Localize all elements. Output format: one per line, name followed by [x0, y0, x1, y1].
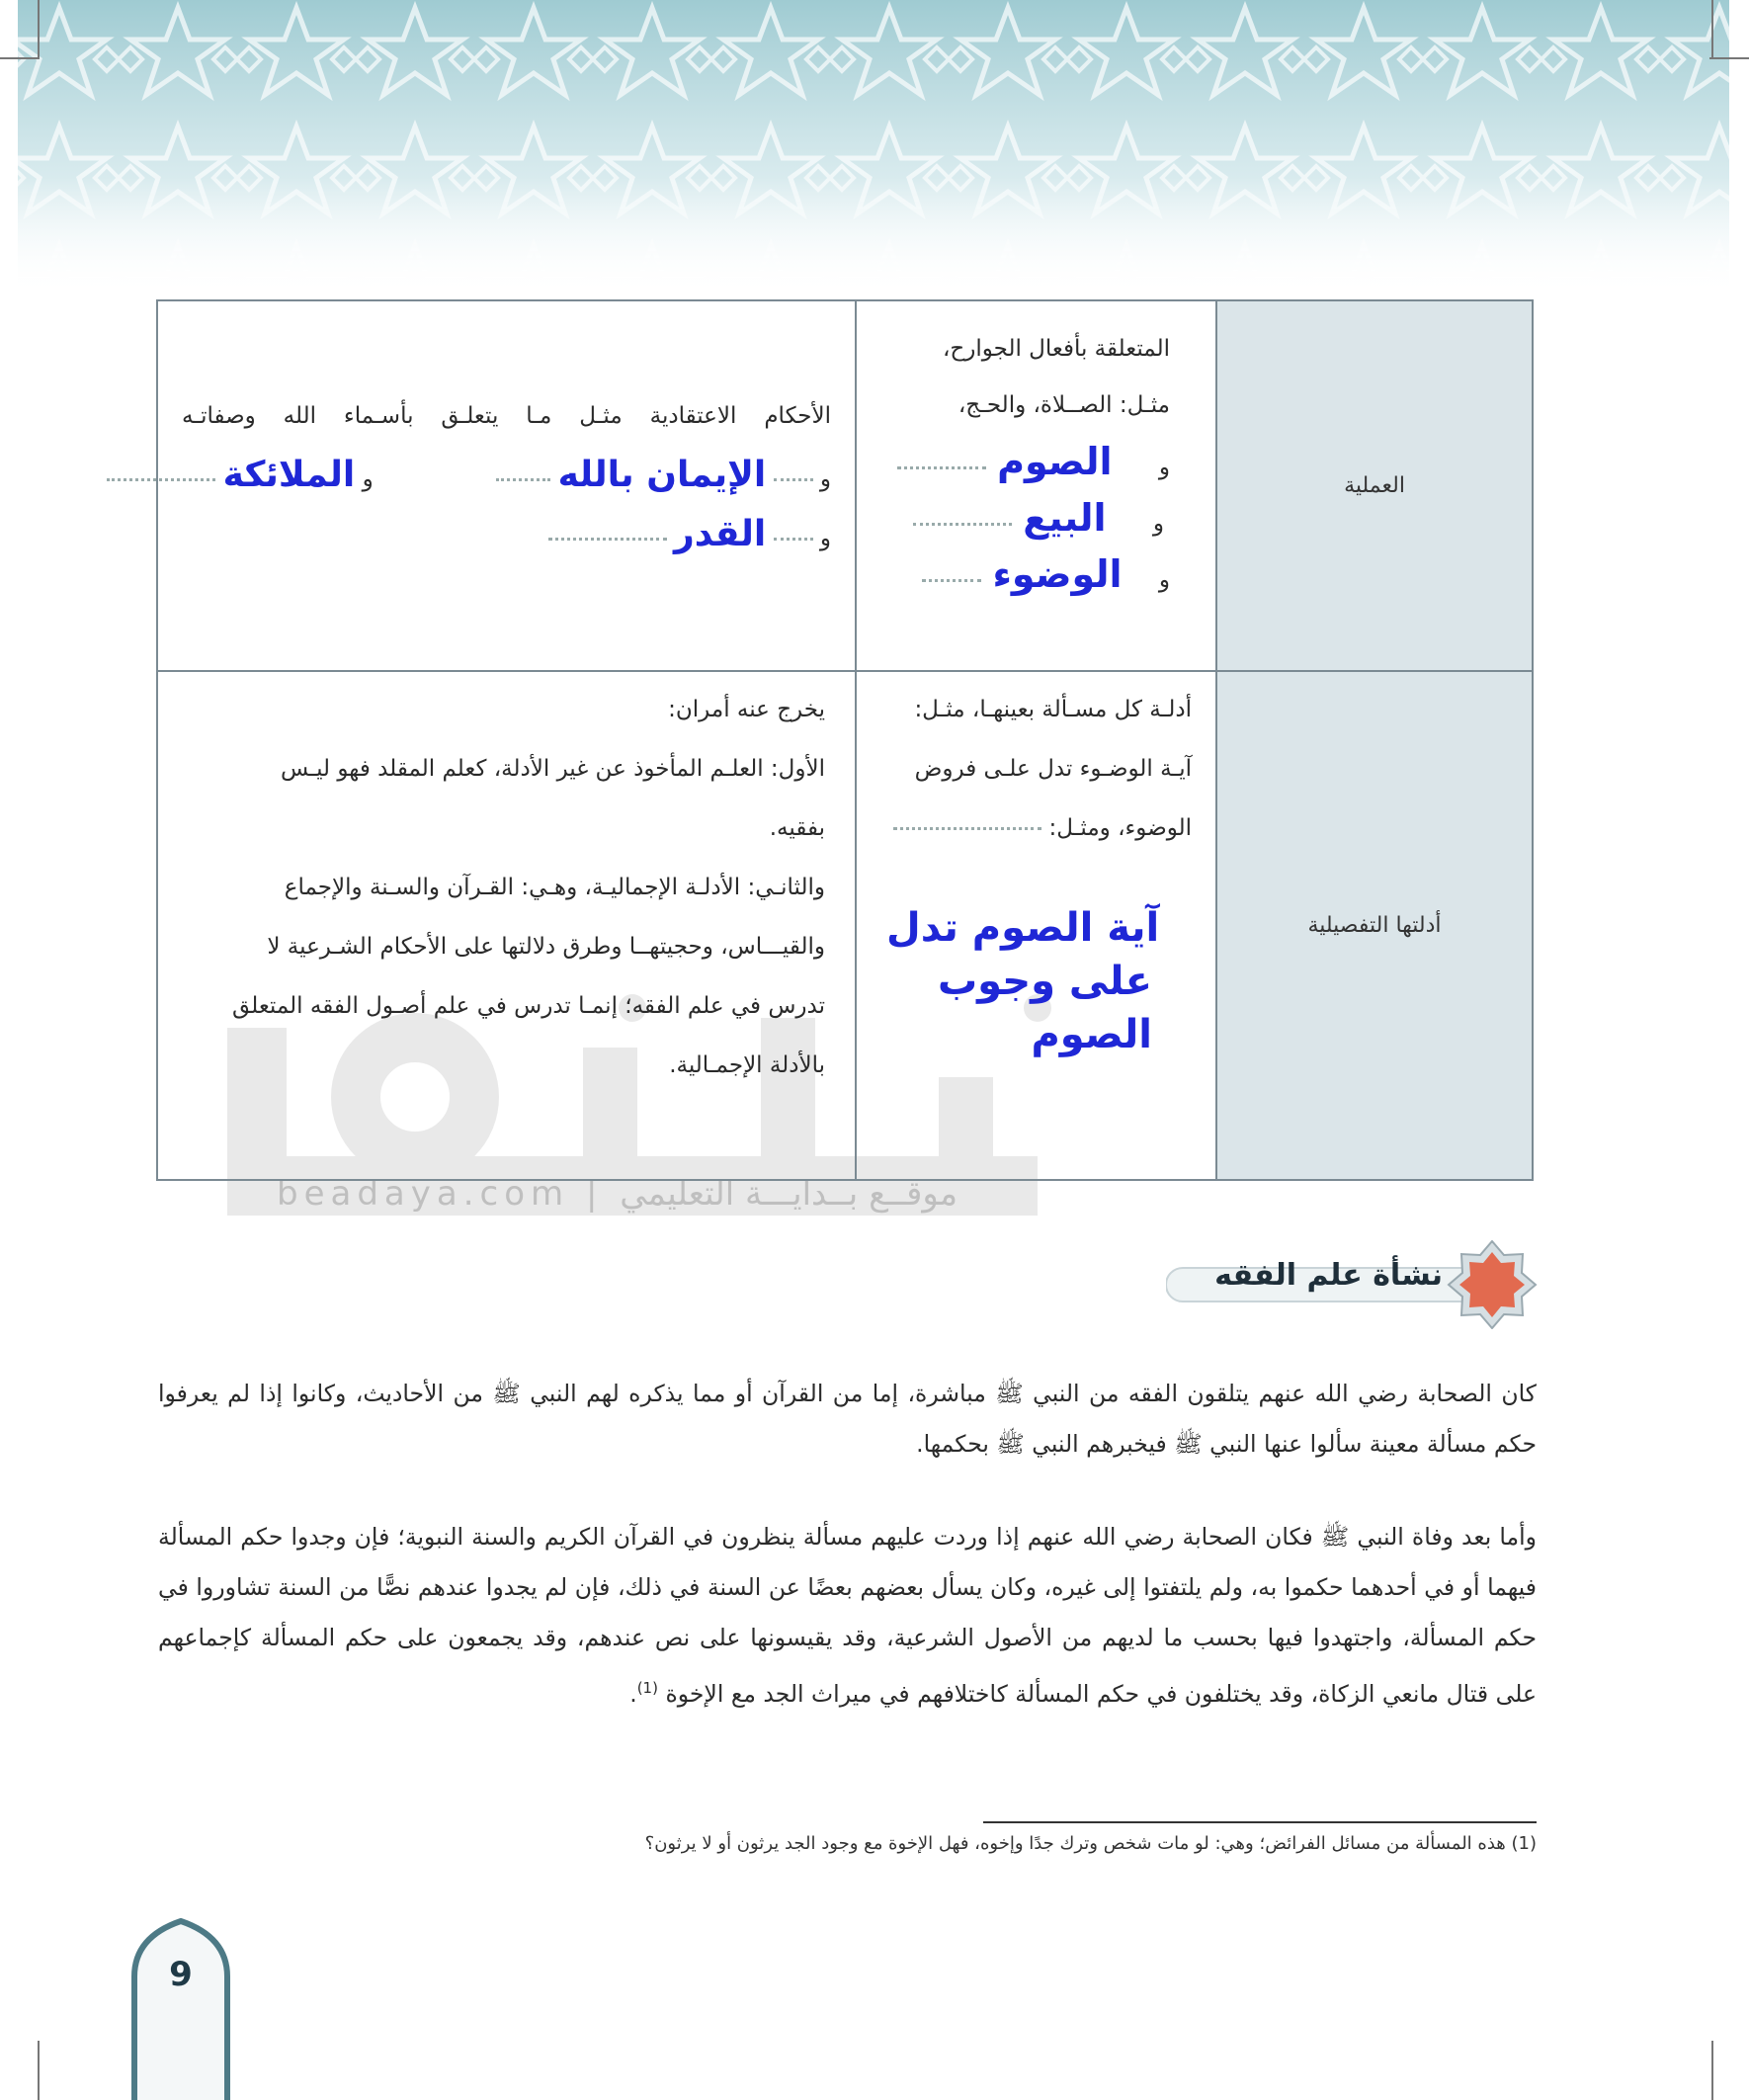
- cell-line: آيـة الوضـوء تدل علـى فروض: [914, 756, 1192, 782]
- answer-line: على وجوب: [937, 959, 1152, 1004]
- answer-sawm: الصوم: [997, 440, 1113, 483]
- crop-mark: [1711, 2041, 1713, 2100]
- cell-line: الوضوء، ومثـل:: [1048, 815, 1192, 841]
- crop-mark: [38, 2041, 40, 2100]
- row-label-cell: [1216, 671, 1533, 1180]
- cell-line: بفقيه.: [769, 815, 825, 841]
- header-pattern: [0, 0, 1749, 296]
- crop-mark: [38, 0, 40, 59]
- footnote-divider: [983, 1821, 1537, 1823]
- fiqh-table: [156, 299, 1534, 1181]
- left-cell: [157, 671, 856, 1180]
- cell-line: تدرس في علم الفقه؛ إنمـا تدرس في علم أصـول الفقه المتعلق: [232, 993, 825, 1019]
- cell-line: بالأدلة الإجمـالية.: [669, 1052, 825, 1078]
- answer-line: آية الصوم تدل: [886, 905, 1160, 951]
- middle-cell: المتعلقة بأفعال الجوارح، مثـل: الصــلاة، والحـج، و الصوم و البيع و الوضوء: [856, 300, 1216, 671]
- cell-line: يخرج عنه أمران:: [668, 697, 825, 722]
- cell-line: والقيـــاس، وحجيتهــا وطرق دلالتها على الأحكام الشـرعية لا: [267, 934, 825, 960]
- footnote-ref: (1): [636, 1679, 658, 1697]
- cell-line: المتعلقة بأفعال الجوارح،: [942, 336, 1170, 362]
- paragraph-2: وأما بعد وفاة النبي ﷺ فكان الصحابة رضي الله عنهم إذا وردت عليهم مسألة ينظرون في القرآن الكريم والسنة النبوية؛ فإن وجدوا حكم المسألة فيهما أو في أحدهما حكموا به، ولم يلتفتوا إلى غيره، وكان يسأل بعضهم بعضًا عن السنة في ذلك، فإن لم يجدوا عندهم نصًّا من السنة تشاوروا في حكم المسألة، واجتهدوا فيها بحسب ما لديهم من الأصول الشرعية، وقد يقيسونها على نص عندهم، وقد يجمعون على حكم المسألة كإجماعهم على قتال مانعي الزكاة، وقد يختلفون في حكم المسألة كاختلافهم في ميراث الجد مع الإخوة $^{(1)}$.: [158, 1523, 1537, 1708]
- footnote: (1) هذه المسألة من مسائل الفرائض؛ وهي: لو مات شخص وترك جدًا وإخوه، فهل الإخوة مع وجود الجد يرثون أو لا يرثون؟: [644, 1833, 1537, 1854]
- watermark-url: beadaya.com: [277, 1174, 570, 1214]
- paragraph-2-text: وأما بعد وفاة النبي ﷺ فكان الصحابة رضي الله عنهم إذا وردت عليهم مسألة ينظرون في القرآن الكريم والسنة النبوية؛ فإن وجدوا حكم المسألة فيهما أو في أحدهما حكموا به، ولم يلتفتوا إلى غيره، وكان يسأل بعضهم بعضًا عن السنة في ذلك، فإن لم يجدوا عندهم نصًّا من السنة تشاوروا في حكم المسألة، واجتهدوا فيها بحسب ما لديهم من الأصول الشرعية، وقد يقيسونها على نص عندهم، وقد يجمعون على حكم المسألة كإجماعهم على قتال مانعي الزكاة، وقد يختلفون في حكم المسألة كاختلافهم في ميراث الجد مع الإخوة: [158, 1523, 1537, 1708]
- crop-mark: [0, 57, 40, 59]
- cell-line: أدلـة كل مسـألة بعينهـا، مثـل:: [914, 697, 1192, 722]
- cell-line: الأول: العلـم المأخوذ عن غير الأدلة، كعلم المقلد فهو ليـس: [281, 756, 825, 782]
- watermark-text: beadaya.com | موقــع بــدايـــة التعليمي: [277, 1174, 958, 1214]
- page-number-tab: [126, 1917, 235, 2100]
- answer-qadar: القدر: [673, 514, 767, 554]
- answer-iman: الإيمان بالله: [557, 455, 767, 495]
- section-title: نشأة علم الفقه: [1214, 1258, 1443, 1293]
- page-number: 9: [169, 1955, 193, 1994]
- watermark-site-name: موقــع بــدايـــة التعليمي: [620, 1174, 958, 1214]
- row-label: أدلتها التفصيلية: [1307, 913, 1442, 938]
- crop-mark: [1711, 0, 1713, 59]
- answer-wudu: الوضوء: [992, 552, 1123, 596]
- row-label: العملية: [1344, 473, 1405, 498]
- answer-line: الصوم: [1031, 1012, 1152, 1057]
- answer-bay: البيع: [1023, 496, 1107, 540]
- row-label-cell: [1216, 300, 1533, 671]
- paragraph-1: كان الصحابة رضي الله عنهم يتلقون الفقه من النبي ﷺ مباشرة، إما من القرآن أو مما يذكره لهم النبي ﷺ من الأحاديث، وكانوا إذا لم يعرفوا حكم مسألة معينة سألوا عنها النبي ﷺ فيخبرهم النبي ﷺ بحكمها.: [158, 1380, 1537, 1458]
- answer-malaika: الملائكة: [222, 455, 356, 495]
- cell-line: والثانـي: الأدلـة الإجماليـة، وهـي: القـرآن والسـنة والإجماع: [284, 875, 825, 900]
- cell-line: مثـل: الصــلاة، والحـج،: [958, 392, 1170, 418]
- middle-cell: [856, 671, 1216, 1180]
- table-row: [157, 300, 1533, 671]
- table-row: [157, 671, 1533, 1180]
- crop-mark: [1709, 57, 1749, 59]
- left-cell: الأحكام الاعتقادية مثـل مـا يتعلـق بأسـماء الله وصفاتـه و الإيمان بالله و الملائكة و القدر: [157, 300, 856, 671]
- cell-line: الأحكام الاعتقادية مثـل مـا يتعلـق بأسـماء الله وصفاتـه: [182, 403, 831, 429]
